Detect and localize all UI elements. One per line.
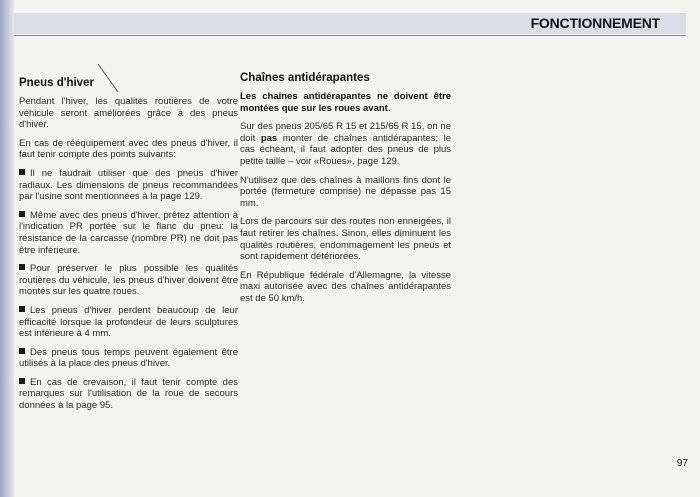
- snow-chains-size: N'utilisez que des chaînes à maillons fins dont le portée (fermeture comprise) ne dépasse pas 15 mm.: [240, 174, 451, 209]
- list-item: Les pneus d'hiver perdent beaucoup de leur efficacité lorsque la profondeur de leurs sculptures est inférieure à 4 mm.: [19, 304, 238, 340]
- snow-chains-removal: Lors de parcours sur des routes non enneigées, il faut retirer les chaînes. Sinon, elles diminuent les qualités routières, endommagement les pneus et sont rapidement détériorées.: [240, 216, 451, 263]
- list-item: En cas de crevaison, il faut tenir compte des remarques sur l'utilisation de la roue de secours données à la page 95.: [19, 376, 238, 412]
- bullet-square-icon: [19, 306, 25, 312]
- section-heading: FONCTIONNEMENT: [530, 15, 660, 31]
- list-item: Pour préserver le plus possible les qualités routières du véhicule, les pneus d'hiver doivent être montés sur les quatre roues.: [19, 263, 238, 298]
- header-divider: [14, 35, 686, 36]
- page-number: 97: [676, 458, 688, 469]
- bullet-square-icon: [19, 348, 25, 354]
- bullet-square-icon: [19, 211, 25, 217]
- winter-tyres-intro: Pendant l'hiver, les qualités routières de votre véhicule seront améliorées grâce à des pneus d'hiver.: [19, 96, 238, 131]
- winter-tyres-title: Pneus d'hiver: [19, 77, 94, 89]
- winter-tyres-note: En cas de rééquipement avec des pneus d'hiver, il faut tenir compte des points suivants:: [19, 137, 238, 161]
- snow-chains-title: Chaînes antidérapantes: [240, 72, 370, 84]
- page-binding-edge: [0, 0, 14, 497]
- snow-chains-speed-limit: En République fédérale d'Allemagne, la vitesse maxi autorisée avec des chaînes antidérapantes est de 50 km/h.: [240, 269, 451, 304]
- bullet-square-icon: [19, 378, 25, 384]
- snow-chains-tyre-sizes: Sur des pneus 205/65 R 15 et 215/65 R 15, on ne doit pas monter de chaînes antidérapantes; le cas échéant, il faut adopter des pneus de plus petite taille – voir «Roues», page 129.: [240, 121, 451, 167]
- snow-chains-warning: Les chaînes antidérapantes ne doivent être montées que sur les roues avant.: [240, 91, 451, 114]
- winter-tyres-column: [19, 72, 238, 419]
- list-item: Il ne faudrait utiliser que des pneus d'hiver radiaux. Les dimensions de pneus recommandées par l'usine sont mentionnées à la page 129.: [19, 167, 238, 203]
- bullet-square-icon: [19, 169, 25, 175]
- snow-chains-column: [240, 72, 451, 312]
- list-item: Des pneus tous temps peuvent également être utilisés à la place des pneus d'hiver.: [19, 346, 238, 370]
- list-item: Même avec des pneus d'hiver, prêtez attention à l'indication PR portée sur le flanc du pneu: la résistance de la carcasse (nombre PR) ne doit pas être inférieure.: [19, 209, 238, 256]
- bullet-square-icon: [19, 264, 25, 270]
